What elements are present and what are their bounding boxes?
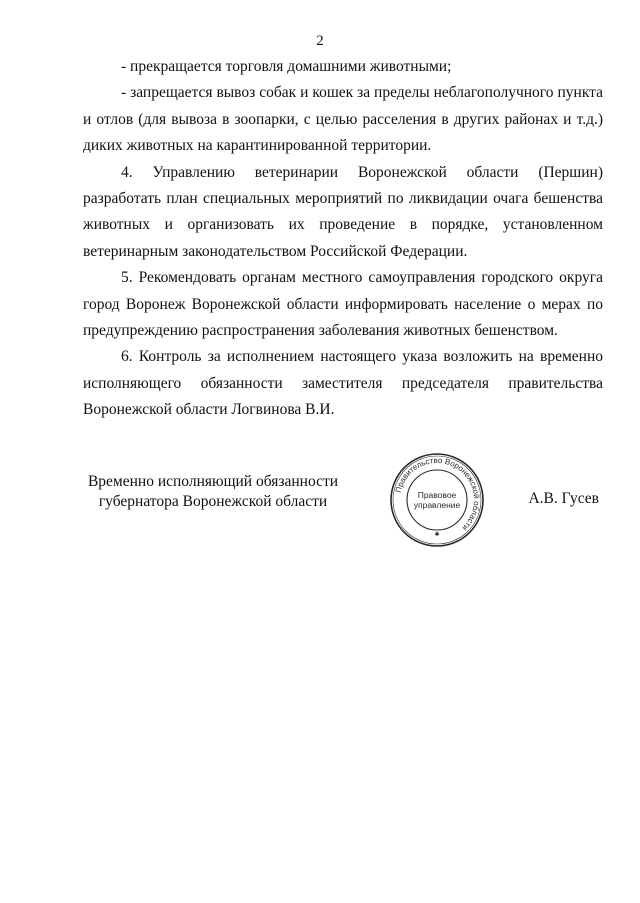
signer-title-line-1: Временно исполняющий обязанности: [87, 473, 339, 490]
signer-title-line-2: губернатора Воронежской области: [98, 493, 328, 510]
signer-title: [83, 472, 343, 512]
paragraph-item-4: 4. Управлению ветеринарии Воронежской области (Першин) разработать план специальных мероприятий по ликвидации очага бешенства животных и организовать их проведение в порядке, установленном ветеринарным законодательством Российской Федерации.: [83, 163, 603, 260]
stamp-ring-text: Правительство Воронежской области: [393, 455, 482, 533]
signer-name: А.В. Гусев: [528, 490, 599, 507]
stamp-star-icon: ✱: [434, 531, 440, 538]
page-number: 2: [316, 33, 324, 49]
stamp-center-line-2: управление: [413, 500, 461, 510]
paragraph-ban-pet-trade: - прекращается торговля домашними животными;: [121, 58, 452, 75]
paragraph-ban-export-animals: - запрещается вывоз собак и кошек за пределы неблагополучного пункта и отлов (для вывоза в зоопарки, с целью расселения в других районах и т.д.) диких животных на карантинированной территории.: [83, 84, 603, 155]
official-stamp: [389, 452, 485, 548]
signature-block: [83, 472, 603, 542]
document-body: [83, 54, 603, 424]
paragraph-item-6: 6. Контроль за исполнением настоящего указа возложить на временно исполняющего обязанности заместителя председателя правительства Воронежской области Логвинова В.И.: [83, 348, 603, 419]
stamp-center-line-1: Правовое: [417, 490, 457, 500]
paragraph-item-5: 5. Рекомендовать органам местного самоуправления городского округа город Воронеж Воронежской области информировать население о мерах по предупреждению распространения заболевания животных бешенством.: [83, 269, 603, 340]
